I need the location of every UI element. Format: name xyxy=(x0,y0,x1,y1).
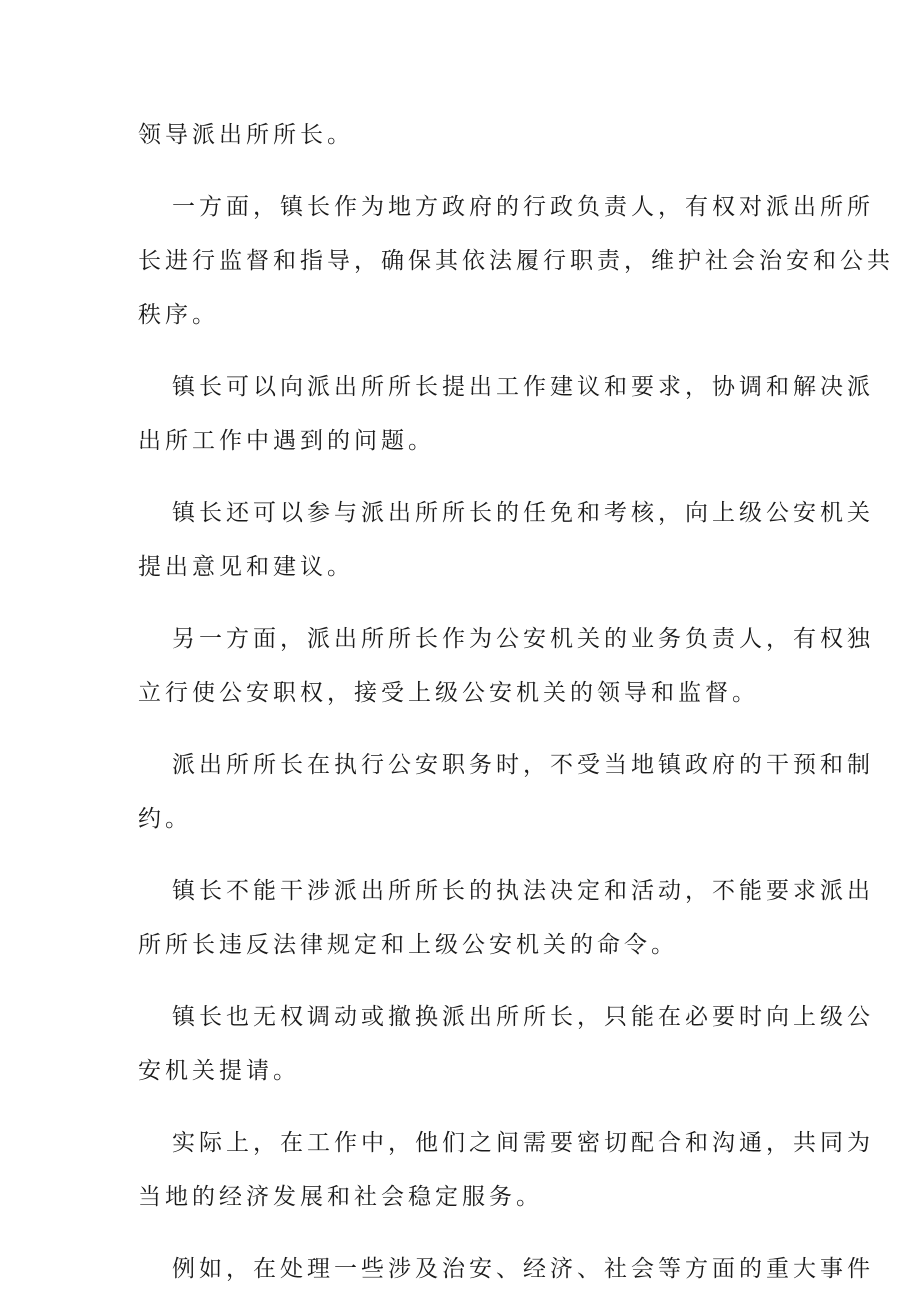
paragraph-5 xyxy=(138,612,874,720)
text-line: 领导派出所所长。 xyxy=(138,122,354,148)
text-line: 所所长违反法律规定和上级公安机关的命令。 xyxy=(138,932,678,958)
paragraph-7 xyxy=(138,864,874,972)
paragraph-1 xyxy=(138,108,786,162)
paragraph-9 xyxy=(138,1116,874,1224)
paragraph-10 xyxy=(138,1242,874,1296)
text-line: 出所工作中遇到的问题。 xyxy=(138,428,435,454)
text-line: 秩序。 xyxy=(138,302,219,328)
text-line: 长进行监督和指导，确保其依法履行职责，维护社会治安和公共 xyxy=(138,248,894,274)
text-line: 一方面，镇长作为地方政府的行政负责人，有权对派出所所 xyxy=(172,194,874,220)
text-line: 安机关提请。 xyxy=(138,1058,300,1084)
text-line: 例如，在处理一些涉及治安、经济、社会等方面的重大事件 xyxy=(172,1256,874,1282)
text-line: 提出意见和建议。 xyxy=(138,554,354,580)
document-body xyxy=(138,108,894,1314)
text-line: 当地的经济发展和社会稳定服务。 xyxy=(138,1184,543,1210)
paragraph-8 xyxy=(138,990,874,1098)
paragraph-4 xyxy=(138,486,874,594)
text-line: 镇长不能干涉派出所所长的执法决定和活动，不能要求派出 xyxy=(172,878,874,904)
text-line: 派出所所长在执行公安职务时，不受当地镇政府的干预和制 xyxy=(172,752,874,778)
text-line: 另一方面，派出所所长作为公安机关的业务负责人，有权独 xyxy=(172,626,874,652)
text-line: 立行使公安职权，接受上级公安机关的领导和监督。 xyxy=(138,680,759,706)
text-line: 约。 xyxy=(138,806,192,832)
text-line: 镇长也无权调动或撤换派出所所长，只能在必要时向上级公 xyxy=(172,1004,874,1030)
paragraph-6 xyxy=(138,738,874,846)
paragraph-2 xyxy=(138,180,894,342)
text-line: 镇长可以向派出所所长提出工作建议和要求，协调和解决派 xyxy=(172,374,874,400)
paragraph-3 xyxy=(138,360,874,468)
text-line: 镇长还可以参与派出所所长的任免和考核，向上级公安机关 xyxy=(172,500,874,526)
text-line: 实际上，在工作中，他们之间需要密切配合和沟通，共同为 xyxy=(172,1130,874,1156)
